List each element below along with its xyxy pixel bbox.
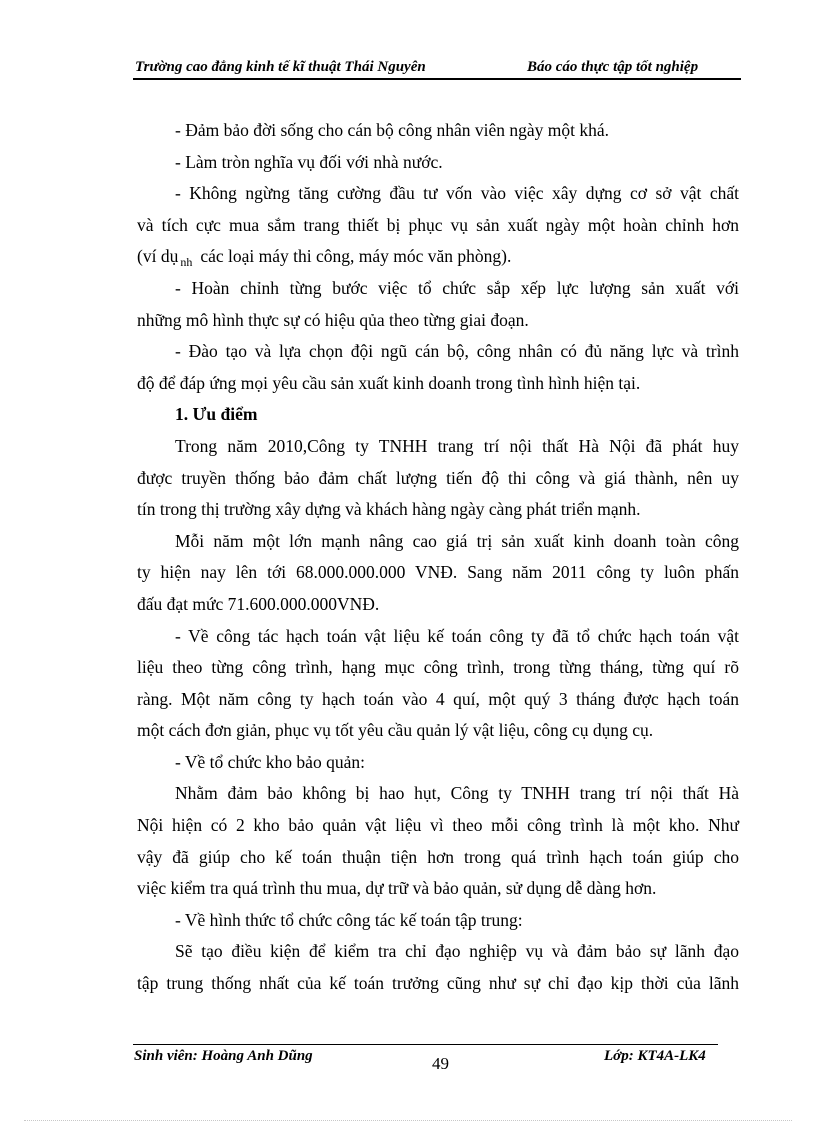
paragraph-line: và tích cực mua sắm trang thiết bị phục vụ sản xuất ngày một hoàn chỉnh hơn (137, 214, 739, 235)
paragraph-line (137, 241, 739, 273)
paragraph-line: một cách đơn giản, phục vụ tốt yêu cầu quản lý vật liệu, công cụ dụng cụ. (137, 720, 654, 741)
paragraph-line: - Đảm bảo đời sống cho cán bộ công nhân viên ngày một khá. (175, 120, 610, 140)
paragraph-line: liệu theo từng công trình, hạng mục công trình, trong từng tháng, từng quí rõ (137, 657, 739, 678)
paragraph-line: được truyền thống bảo đảm chất lượng tiến độ thi công và giá thành, nên uy (137, 467, 739, 488)
example-prefix: (ví dụ (137, 246, 179, 267)
paragraph-line: ty hiện nay lên tới 68.000.000.000 VNĐ. Sang năm 2011 công ty luôn phấn (137, 562, 739, 583)
paragraph-line: những mô hình thực sự có hiệu qủa theo từng giai đoạn. (137, 309, 529, 330)
paragraph-line: Nội hiện có 2 kho bảo quản vật liệu vì theo mỗi công trình là một kho. Như (137, 815, 739, 836)
footer-class: Lớp: KT4A-LK4 (604, 1048, 706, 1064)
example-text: các loại máy thi công, máy móc văn phòng). (200, 246, 512, 267)
paragraph-line: Mỗi năm một lớn mạnh nâng cao giá trị sản xuất kinh doanh toàn công (175, 530, 739, 551)
paragraph-line: ràng. Một năm công ty hạch toán vào 4 quí, một quý 3 tháng được hạch toán (137, 688, 739, 709)
paragraph-line: - Về hình thức tổ chức công tác kế toán tập trung: (175, 909, 523, 930)
paragraph-line: đấu đạt mức 71.600.000.000VNĐ. (137, 593, 380, 614)
header-school: Trường cao đẳng kinh tế kĩ thuật Thái Nguyên (135, 59, 426, 75)
page-bottom-edge (24, 1120, 792, 1121)
stray-subscript: nh (180, 255, 193, 270)
section-heading: 1. Ưu điểm (175, 404, 258, 425)
paragraph-line: độ để đáp ứng mọi yêu cầu sản xuất kinh doanh trong tình hình hiện tại. (137, 372, 641, 393)
paragraph-line: việc kiểm tra quá trình thu mua, dự trữ và bảo quản, sử dụng dễ dàng hơn. (137, 878, 657, 899)
paragraph-line: Nhằm đảm bảo không bị hao hụt, Công ty TNHH trang trí nội thất Hà (175, 783, 739, 804)
paragraph-line: - Về công tác hạch toán vật liệu kế toán công ty đã tổ chức hạch toán vật (175, 625, 739, 646)
paragraph-line: - Hoàn chỉnh từng bước việc tổ chức sắp xếp lực lượng sản xuất với (175, 277, 739, 298)
footer-divider (133, 1044, 718, 1045)
paragraph-line: - Đào tạo và lựa chọn đội ngũ cán bộ, công nhân có đủ năng lực và trình (175, 341, 739, 362)
paragraph-line: - Không ngừng tăng cường đầu tư vốn vào việc xây dựng cơ sở vật chất (175, 183, 739, 204)
paragraph-line: tập trung thống nhất của kế toán trưởng cũng như sự chỉ đạo kịp thời của lãnh (137, 973, 739, 994)
paragraph-line: Sẽ tạo điều kiện để kiểm tra chỉ đạo nghiệp vụ và đảm bảo sự lãnh đạo (175, 941, 739, 962)
paragraph-line: - Về tổ chức kho bảo quản: (175, 751, 365, 772)
footer-student: Sinh viên: Hoàng Anh Dũng (134, 1048, 313, 1064)
page-header (133, 56, 741, 80)
paragraph-line: tín trong thị trường xây dựng và khách hàng ngày càng phát triển mạnh. (137, 499, 641, 520)
paragraph-line: Trong năm 2010,Công ty TNHH trang trí nội thất Hà Nội đã phát huy (175, 435, 739, 456)
paragraph-line: - Làm tròn nghĩa vụ đối với nhà nước. (175, 151, 443, 172)
document-body (137, 115, 739, 1000)
page-number: 49 (432, 1054, 449, 1073)
paragraph-line: vậy đã giúp cho kế toán thuận tiện hơn trong quá trình hạch toán giúp cho (137, 846, 739, 867)
header-report-title: Báo cáo thực tập tốt nghiệp (527, 59, 699, 75)
